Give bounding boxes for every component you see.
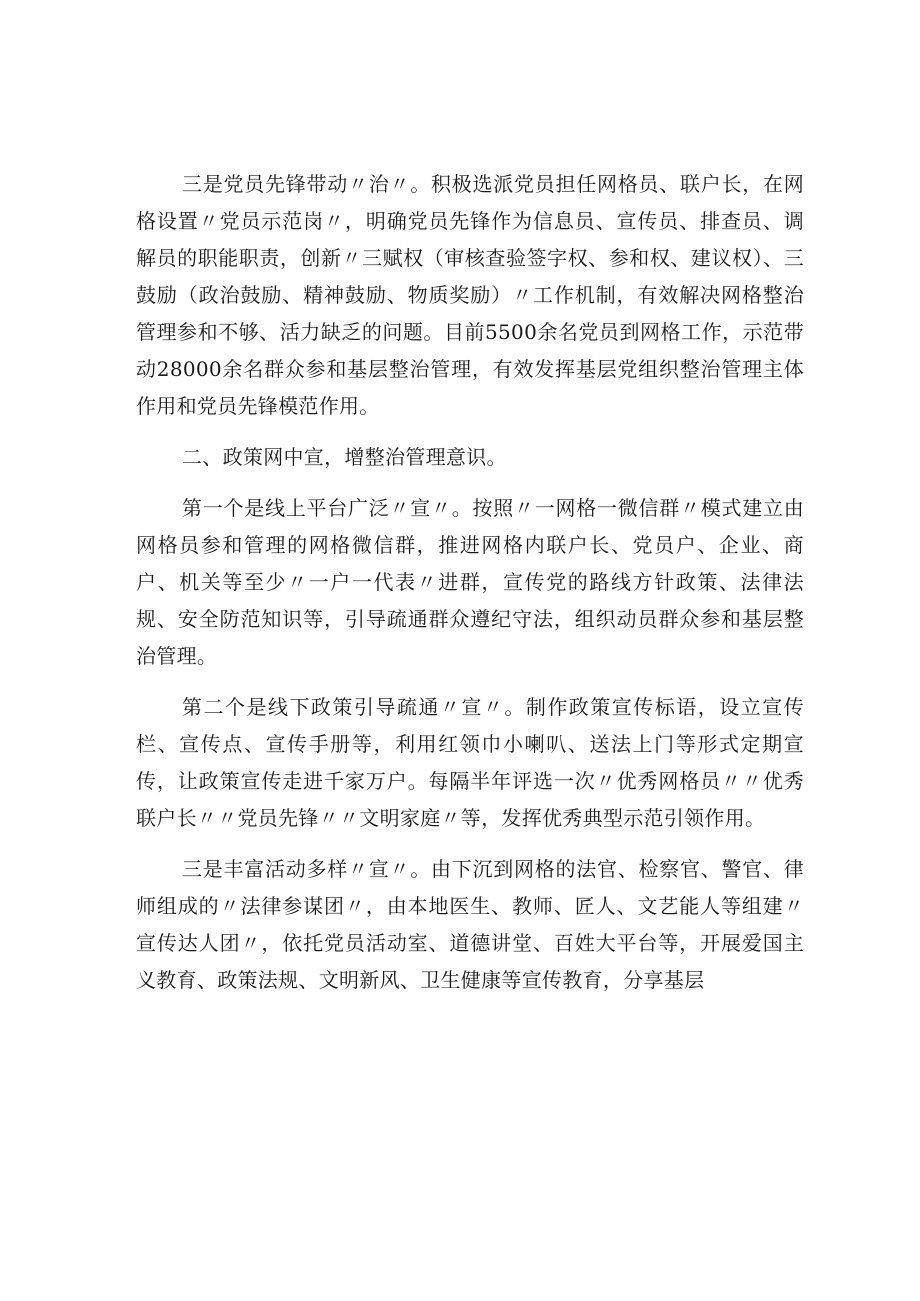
paragraph-diverse-activities: 三是丰富活动多样〃宣〃。由下沉到网格的法官、检察官、警官、律师组成的〃法律参谋团〃，由本地医生、教师、匠人、文艺能人等组建〃宣传达人团〃，依托党员活动室、道德讲堂、百姓大平台等，开展爱国主义教育、政策法规、文明新风、卫生健康等宣传教育，分享基层 [136,857,804,992]
paragraph-offline-policy: 第二个是线下政策引导疏通〃宣〃。制作政策宣传标语，设立宣传栏、宣传点、宣传手册等，利用红领巾小喇叭、送法上门等形式定期宣传，让政策宣传走进千家万户。每隔半年评选一次〃优秀网格员〃〃优秀联户长〃〃党员先锋〃〃文明家庭〃等，发挥优秀典型示范引领作用。 [136,695,804,830]
section-heading-policy-promotion: 二、政策网中宣，增整治管理意识。 [182,445,507,469]
document-body [136,166,804,999]
paragraph-party-members-lead: 三是党员先锋带动〃治〃。积极选派党员担任网格员、联户长，在网格设置〃党员示范岗〃，明确党员先锋作为信息员、宣传员、排查员、调解员的职能职责，创新〃三赋权（审核查验签字权、参和权、建议权）、三鼓励（政治鼓励、精神鼓励、物质奖励）〃工作机制，有效解决网格整治管理参和不够、活力缺乏的问题。目前5500余名党员到网格工作，示范带动28000余名群众参和基层整治管理，有效发挥基层党组织整治管理主体作用和党员先锋模范作用。 [136,172,804,418]
paragraph-online-platform: 第一个是线上平台广泛〃宣〃。按照〃一网格一微信群〃模式建立由网格员参和管理的网格微信群，推进网格内联户长、党员户、企业、商户、机关等至少〃一户一代表〃进群，宣传党的路线方针政策、法律法规、安全防范知识等，引导疏通群众遵纪守法，组织动员群众参和基层整治管理。 [136,496,804,668]
